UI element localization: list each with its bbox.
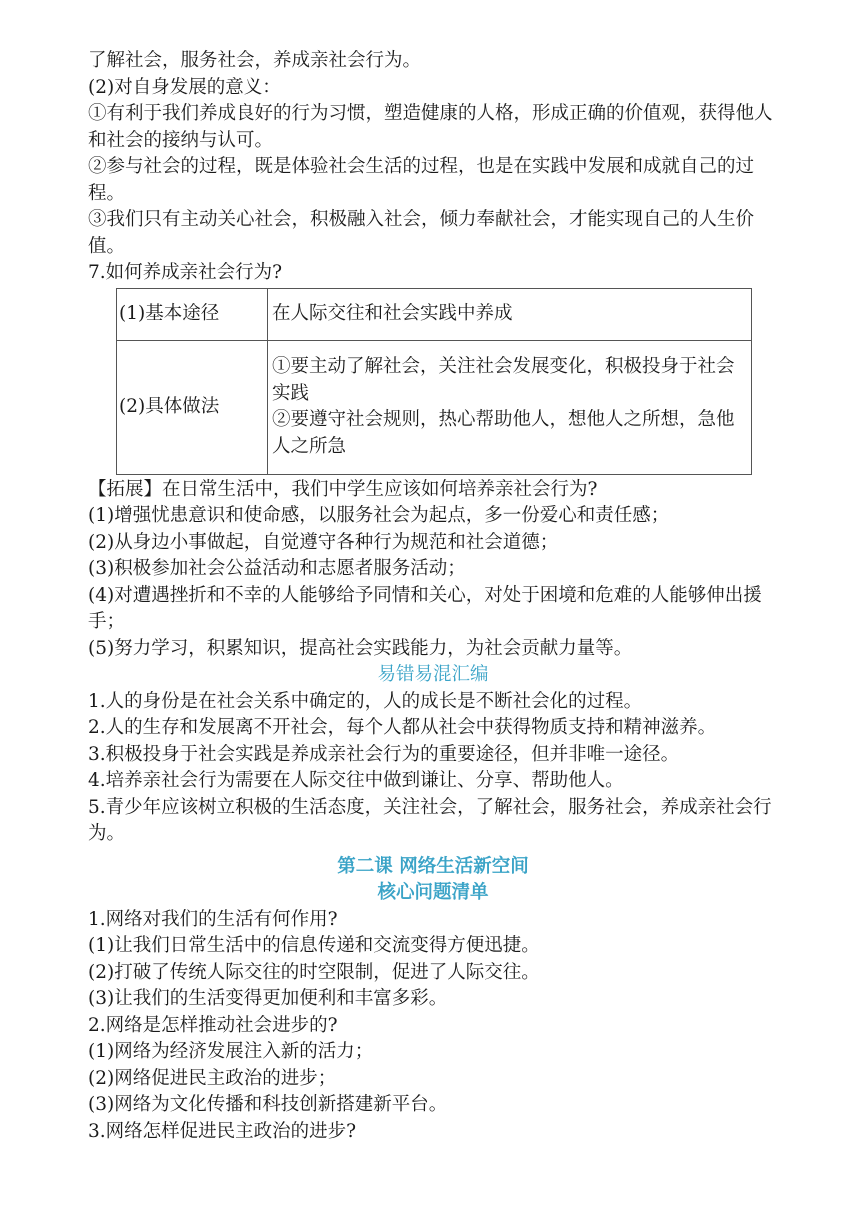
extension-heading: 【拓展】在日常生活中，我们中学生应该如何培养亲社会行为? <box>88 478 598 500</box>
section-heading-mistakes: 易错易混汇编 <box>377 664 489 685</box>
text-line: 4.培养亲社会行为需要在人际交往中做到谦让、分享、帮助他人。 <box>88 770 624 791</box>
table-cell-line: ②要遵守社会规则，热心帮助他人，想他人之所想，急他人之所急 <box>272 409 735 457</box>
text-line: 3.积极投身于社会实践是养成亲社会行为的重要途径，但并非唯一途径。 <box>88 743 680 765</box>
text-line: 了解社会，服务社会，养成亲社会行为。 <box>88 50 422 71</box>
text-line: (3)网络为文化传播和科技创新搭建新平台。 <box>88 1094 448 1115</box>
question-heading: 7.如何养成亲社会行为? <box>88 262 283 283</box>
text-line: (1)网络为经济发展注入新的活力； <box>88 1041 374 1062</box>
table-row <box>117 288 752 340</box>
lesson-title: 第二课 网络生活新空间 <box>337 855 529 877</box>
table-cell-label: (2)具体做法 <box>117 340 268 474</box>
table-cell-content <box>268 340 752 474</box>
text-line: (1)增强忧患意识和使命感，以服务社会为起点，多一份爱心和责任感； <box>88 505 670 526</box>
text-line: 1.人的身份是在社会关系中确定的，人的成长是不断社会化的过程。 <box>88 690 643 712</box>
text-line: 5.青少年应该树立积极的生活态度，关注社会，了解社会，服务社会，养成亲社会行为。 <box>88 796 772 844</box>
question-heading: 2.网络是怎样推动社会进步的? <box>88 1014 338 1036</box>
text-line: ③我们只有主动关心社会，积极融入社会，倾力奉献社会，才能实现自己的人生价值。 <box>88 209 755 257</box>
text-line: (4)对遭遇挫折和不幸的人能够给予同情和关心，对处于困境和危难的人能够伸出援手； <box>88 584 762 632</box>
document-page <box>88 48 778 1145</box>
text-line: (5)努力学习，积累知识，提高社会实践能力，为社会贡献力量等。 <box>88 637 633 659</box>
text-line: (3)积极参加社会公益活动和志愿者服务活动； <box>88 558 466 579</box>
question-heading: 3.网络怎样促进民主政治的进步? <box>88 1120 357 1142</box>
prosocial-table <box>116 288 752 475</box>
table-row <box>117 340 752 474</box>
text-line: ①有利于我们养成良好的行为习惯，塑造健康的人格，形成正确的价值观，获得他人和社会的接纳与认可。 <box>88 103 773 151</box>
table-cell-content: 在人际交往和社会实践中养成 <box>268 288 752 340</box>
text-line: (1)让我们日常生活中的信息传递和交流变得方便迅捷。 <box>88 935 540 956</box>
text-line: 2.人的生存和发展离不开社会，每个人都从社会中获得物质支持和精神滋养。 <box>88 717 717 738</box>
question-heading: 1.网络对我们的生活有何作用? <box>88 908 338 930</box>
lesson-subtitle: 核心问题清单 <box>377 882 489 903</box>
text-line: ②参与社会的过程，既是体验社会生活的过程，也是在实践中发展和成就自己的过程。 <box>88 156 755 204</box>
text-line: (2)打破了传统人际交往的时空限制，促进了人际交往。 <box>88 961 540 983</box>
text-line: (2)网络促进民主政治的进步； <box>88 1067 337 1089</box>
text-line: (2)从身边小事做起，自觉遵守各种行为规范和社会道德； <box>88 531 559 553</box>
text-line: (2)对自身发展的意义： <box>88 76 281 98</box>
table-cell-line: ①要主动了解社会，关注社会发展变化，积极投身于社会实践 <box>272 356 735 404</box>
text-line: (3)让我们的生活变得更加便利和丰富多彩。 <box>88 988 448 1009</box>
table-cell-label: (1)基本途径 <box>117 288 268 340</box>
